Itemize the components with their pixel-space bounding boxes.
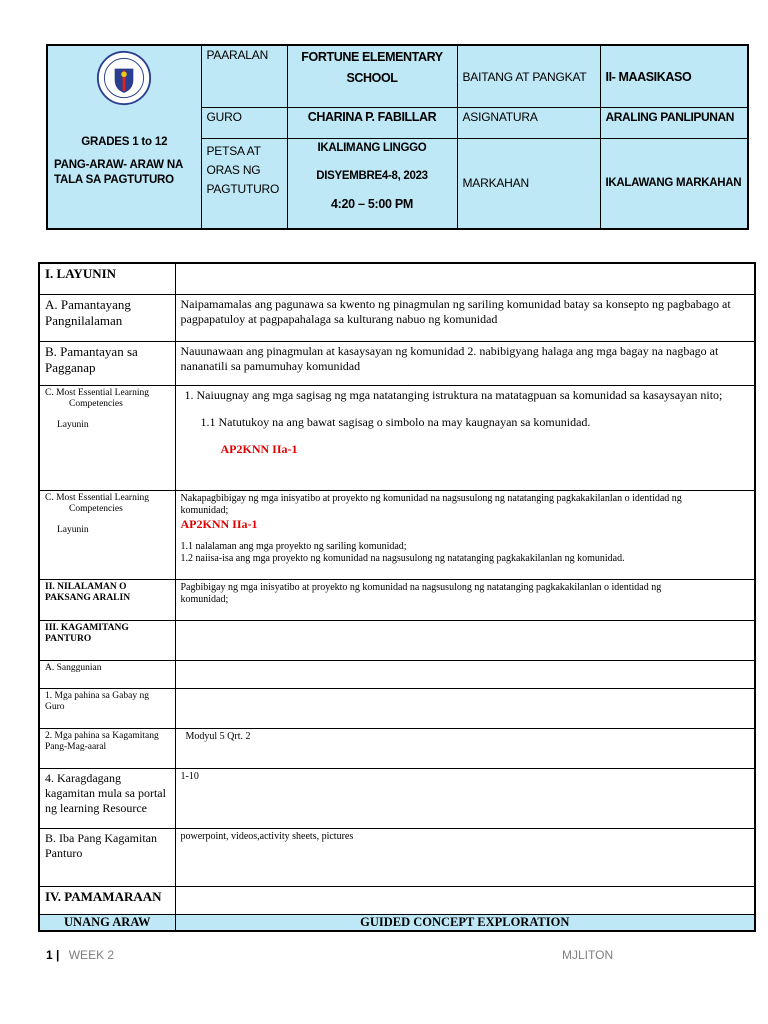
- gabay-value: [175, 688, 755, 728]
- melc1-label: C. Most Essential Learning Competencies Layunin: [39, 385, 175, 490]
- table-row: [39, 620, 755, 660]
- school-label: PAARALAN: [201, 45, 287, 108]
- portal-label: 4. Karagdagang kagamitan mula sa portal ng learning Resource: [39, 768, 175, 828]
- quarter-value: IKALAWANG MARKAHAN: [600, 138, 748, 229]
- kagamitan-label: III. KAGAMITANG PANTURO: [39, 620, 175, 660]
- melc2-content: Nakapagbibigay ng mga inisyatibo at proyekto ng komunidad na nagsusulong ng natatanging pagkakakilanlan o identidad ng komunidad; AP2KNN IIa-1 1.1 nalalaman ang mga proyekto ng sariling komunidad; 1.2 naiisa-isa ang mga proyekto ng komunidad na nagsusulong ng natatanging pagkakakilanlan ng komunidad.: [175, 490, 755, 579]
- table-row: [39, 341, 755, 385]
- page-footer-left: [46, 948, 114, 962]
- table-row: [39, 490, 755, 579]
- pamamaraan-label: IV. PAMAMARAAN: [39, 886, 175, 914]
- teacher-label: GURO: [201, 108, 287, 138]
- pagganap-label: B. Pamantayan sa Pagganap: [39, 341, 175, 385]
- table-row: [39, 914, 755, 931]
- iba-value: powerpoint, videos,activity sheets, pictures: [175, 828, 755, 886]
- footer-separator: |: [56, 948, 60, 962]
- table-row: [39, 768, 755, 828]
- pagganap-text: Nauunawaan ang pinagmulan at kasaysayan ng komunidad 2. nabibigyang halaga ang mga bagay na nagbago at nananatili sa pamumuhay komunidad: [175, 341, 755, 385]
- table-row: [39, 263, 755, 294]
- table-row: [39, 828, 755, 886]
- portal-value: 1-10: [175, 768, 755, 828]
- guided-heading: GUIDED CONCEPT EXPLORATION: [175, 914, 755, 931]
- date-label: PETSA AT ORAS NG PAGTUTURO: [201, 138, 287, 229]
- gabay-label: 1. Mga pahina sa Gabay ng Guro: [39, 688, 175, 728]
- grade-value: II- MAASIKASO: [600, 45, 748, 108]
- melc1-code: AP2KNN IIa-1: [220, 441, 298, 456]
- sanggunian-label: A. Sanggunian: [39, 660, 175, 688]
- table-row: [39, 294, 755, 341]
- pamantayang-label: A. Pamantayang Pangnilalaman: [39, 294, 175, 341]
- grades-range: GRADES 1 to 12: [81, 136, 168, 148]
- sanggunian-value: [175, 660, 755, 688]
- schedule-value: IKALIMANG LINGGO DISYEMBRE4-8, 2023 4:20 – 5:00 PM: [287, 138, 457, 229]
- footer-author: MJLITON: [562, 948, 614, 962]
- unang-araw-heading: UNANG ARAW: [39, 914, 175, 931]
- deped-seal-icon: [96, 50, 152, 106]
- footer-week: WEEK 2: [68, 948, 115, 962]
- layunin-value: [175, 263, 755, 294]
- table-row: [39, 688, 755, 728]
- subject-value: ARALING PANLIPUNAN: [600, 108, 748, 138]
- dll-title-line2: TALA SA PAGTUTURO: [54, 174, 174, 186]
- kagamitang-value: Modyul 5 Qrt. 2: [175, 728, 755, 768]
- table-row: [39, 579, 755, 620]
- melc2-code: AP2KNN IIa-1: [180, 516, 258, 531]
- school-value: FORTUNE ELEMENTARY SCHOOL: [287, 45, 457, 108]
- quarter-label: MARKAHAN: [457, 138, 600, 229]
- page-number: 1: [46, 948, 53, 962]
- nilalaman-content: Pagbibigay ng mga inisyatibo at proyekto ng komunidad na nagsusulong ng natatanging pagkakakilanlan o identidad ng komunidad;: [175, 579, 755, 620]
- pamantayang-text: Naipamamalas ang pagunawa sa kwento ng pinagmulan ng sariling komunidad batay sa konsepto ng pagbabago at pagpapatuloy at pagpapahalaga sa kulturang nabuo ng komunidad: [175, 294, 755, 341]
- grade-label: BAITANG AT PANGKAT: [457, 45, 600, 108]
- dll-title-line1: PANG-ARAW- ARAW NA: [54, 159, 184, 171]
- teacher-value: CHARINA P. FABILLAR: [287, 108, 457, 138]
- melc1-content: 1. Naiuugnay ang mga sagisag ng mga natatanging istruktura na matatagpuan sa komunidad sa kasaysayan nito; 1.1 Natutukoy na ang bawat sagisag o simbolo na may kaugnayan sa komunidad. AP2KNN IIa-1: [175, 385, 755, 490]
- pamamaraan-value: [175, 886, 755, 914]
- melc2-label: C. Most Essential Learning Competencies Layunin: [39, 490, 175, 579]
- nilalaman-label: II. NILALAMAN O PAKSANG ARALIN: [39, 579, 175, 620]
- kagamitang-label: 2. Mga pahina sa Kagamitang Pang-Mag-aaral: [39, 728, 175, 768]
- table-row: [39, 660, 755, 688]
- lesson-plan-table: [38, 262, 756, 932]
- header-table: [46, 44, 749, 230]
- table-row: [39, 886, 755, 914]
- table-row: [39, 385, 755, 490]
- kagamitan-value: [175, 620, 755, 660]
- iba-label: B. Iba Pang Kagamitan Panturo: [39, 828, 175, 886]
- subject-label: ASIGNATURA: [457, 108, 600, 138]
- school-branding-cell: [47, 45, 201, 229]
- table-row: [39, 728, 755, 768]
- layunin-heading: I. LAYUNIN: [39, 263, 175, 294]
